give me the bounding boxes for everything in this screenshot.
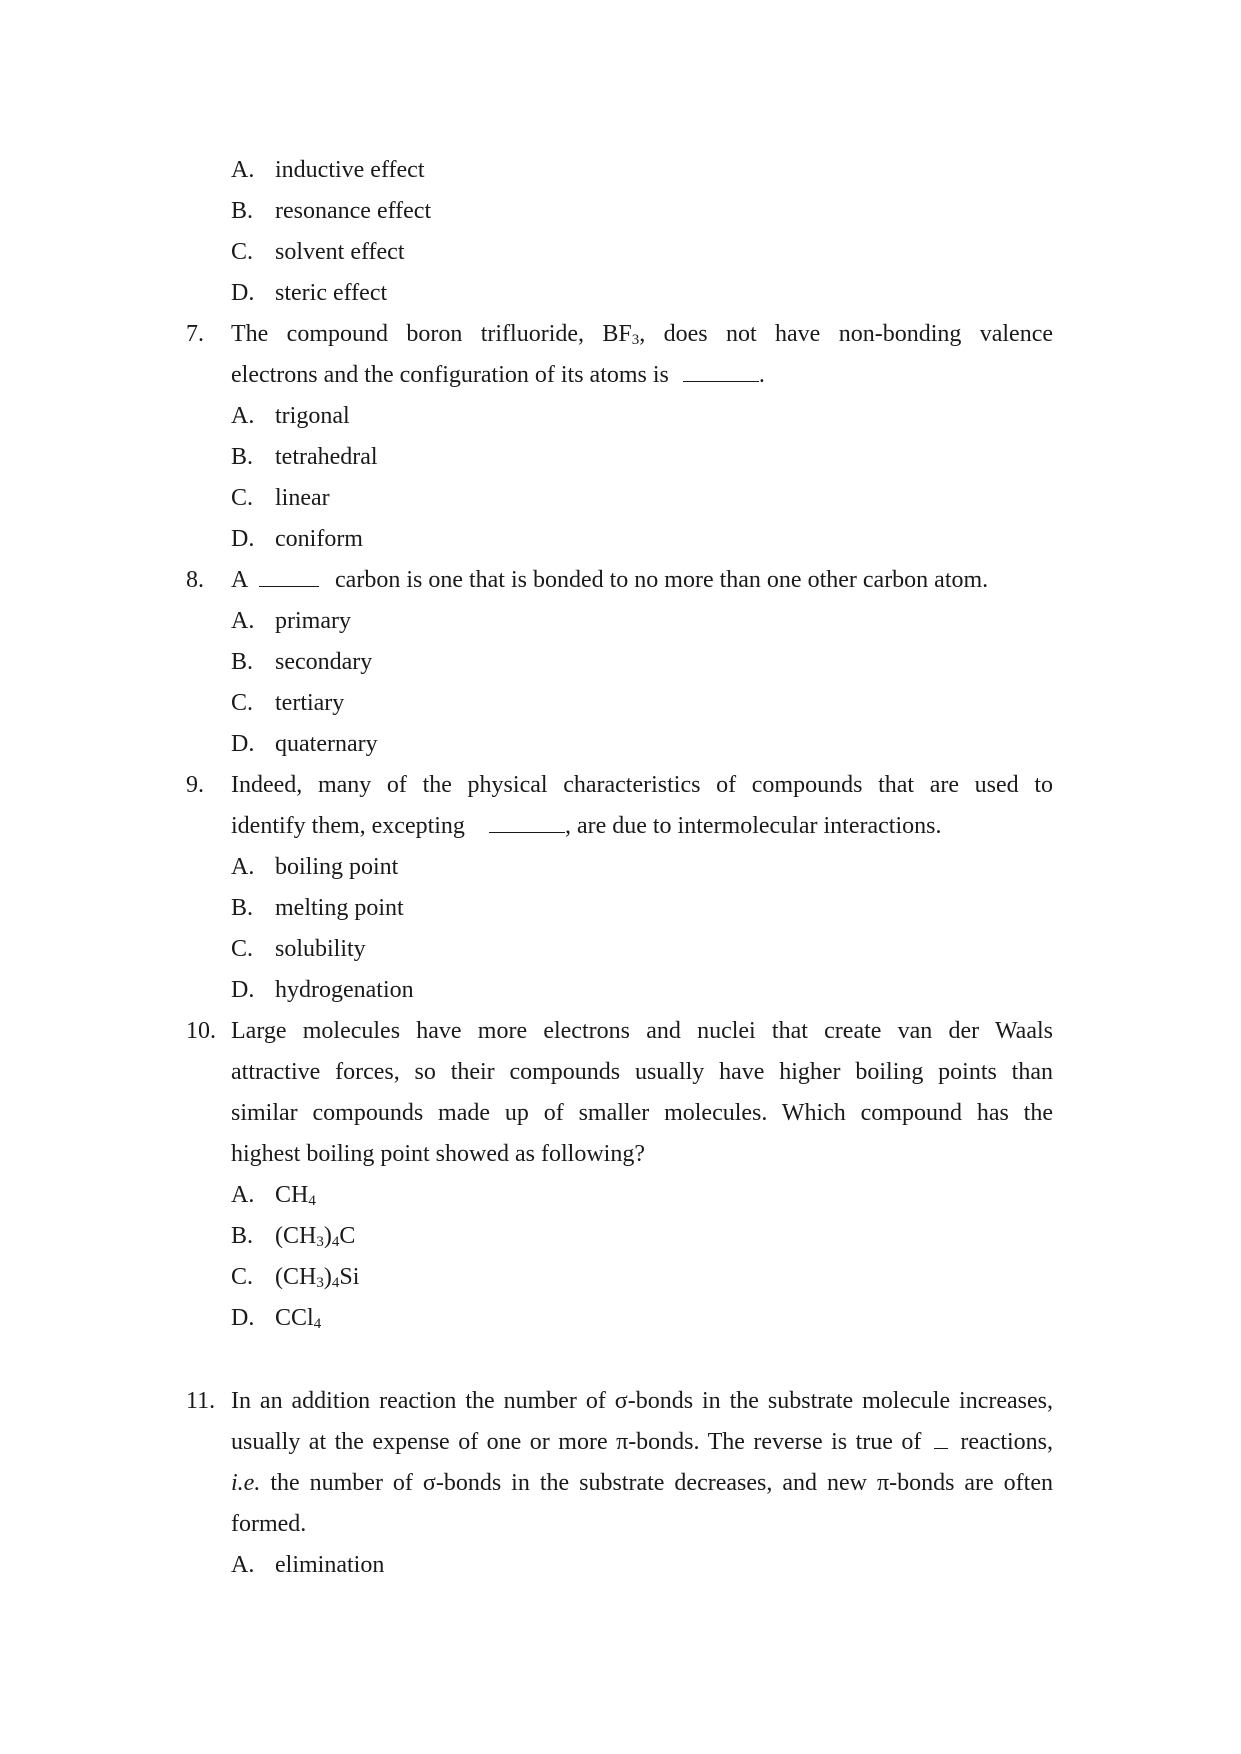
option-letter: A. bbox=[231, 1552, 255, 1578]
question-text-line: identify them, excepting , are due to intermolecular interactions. bbox=[231, 813, 942, 839]
option-text: linear bbox=[275, 485, 330, 511]
option-text: boiling point bbox=[275, 854, 399, 880]
answer-blank bbox=[683, 361, 759, 382]
option-formula: $(CH_3)_4C$ bbox=[275, 1223, 356, 1250]
question-text-line: Indeed, many of the physical characteristics of compounds that are used to bbox=[231, 772, 1053, 798]
option-formula: $(CH_3)_4Si$ bbox=[275, 1264, 360, 1291]
option-text: primary bbox=[275, 608, 351, 634]
option-letter: B. bbox=[231, 444, 254, 470]
option-letter: D. bbox=[231, 1305, 255, 1331]
option-letter: A. bbox=[231, 1182, 255, 1208]
answer-blank bbox=[934, 1428, 948, 1449]
option-formula: CCl$_4$ bbox=[275, 1305, 322, 1332]
option-letter: A. bbox=[231, 608, 255, 634]
option-text: elimination bbox=[275, 1552, 385, 1578]
option-letter: D. bbox=[231, 280, 255, 306]
option-formula: $CH_4$ bbox=[275, 1182, 316, 1209]
answer-blank bbox=[259, 566, 319, 587]
question-text-line: A carbon is one that is bonded to no more than one other carbon atom. bbox=[231, 567, 989, 593]
option-letter: D. bbox=[231, 526, 255, 552]
question-number: 8. bbox=[186, 567, 204, 593]
option-letter: D. bbox=[231, 731, 255, 757]
question-text-line: similar compounds made up of smaller molecules. Which compound has the bbox=[231, 1100, 1053, 1126]
question-text-line: highest boiling point showed as following? bbox=[231, 1141, 645, 1167]
question-text-line: Large molecules have more electrons and nuclei that create van der Waals bbox=[231, 1018, 1053, 1044]
question-number: 11. bbox=[186, 1388, 216, 1414]
question-text-line: In an addition reaction the number of σ-bonds in the substrate molecule increases, bbox=[231, 1388, 1053, 1414]
option-text: secondary bbox=[275, 649, 373, 675]
question-text-line: usually at the expense of one or more π-bonds. The reverse is true of reactions, bbox=[231, 1429, 1054, 1455]
option-text: solvent effect bbox=[275, 239, 405, 265]
question-text-line: electrons and the configuration of its atoms is . bbox=[231, 362, 765, 388]
question-text-line: The compound boron trifluoride, $BF_3$, does not have non-bonding valence bbox=[231, 321, 1054, 348]
question-number: 7. bbox=[186, 321, 204, 347]
option-letter: C. bbox=[231, 690, 254, 716]
option-text: inductive effect bbox=[275, 157, 425, 183]
question-text-line: i.e. the number of σ-bonds in the substrate decreases, and new π-bonds are often bbox=[231, 1470, 1053, 1496]
option-text: hydrogenation bbox=[275, 977, 414, 1003]
option-text: coniform bbox=[275, 526, 363, 552]
option-letter: C. bbox=[231, 936, 254, 962]
option-letter: A. bbox=[231, 854, 255, 880]
option-text: steric effect bbox=[275, 280, 388, 306]
option-letter: C. bbox=[231, 485, 254, 511]
option-text: trigonal bbox=[275, 403, 350, 429]
question-number: 9. bbox=[186, 772, 204, 798]
question-number: 10. bbox=[186, 1018, 216, 1044]
option-letter: A. bbox=[231, 403, 255, 429]
option-text: quaternary bbox=[275, 731, 378, 757]
option-letter: C. bbox=[231, 1264, 254, 1290]
option-letter: B. bbox=[231, 649, 254, 675]
question-text-line: formed. bbox=[231, 1511, 307, 1537]
option-letter: C. bbox=[231, 239, 254, 265]
option-letter: B. bbox=[231, 1223, 254, 1249]
question-text-line: attractive forces, so their compounds usually have higher boiling points than bbox=[231, 1059, 1053, 1085]
option-text: melting point bbox=[275, 895, 404, 921]
option-letter: B. bbox=[231, 895, 254, 921]
option-text: resonance effect bbox=[275, 198, 432, 224]
option-letter: A. bbox=[231, 157, 255, 183]
option-text: tertiary bbox=[275, 690, 345, 716]
answer-blank bbox=[489, 812, 565, 833]
option-letter: B. bbox=[231, 198, 254, 224]
option-text: solubility bbox=[275, 936, 366, 962]
option-text: tetrahedral bbox=[275, 444, 378, 470]
option-letter: D. bbox=[231, 977, 255, 1003]
